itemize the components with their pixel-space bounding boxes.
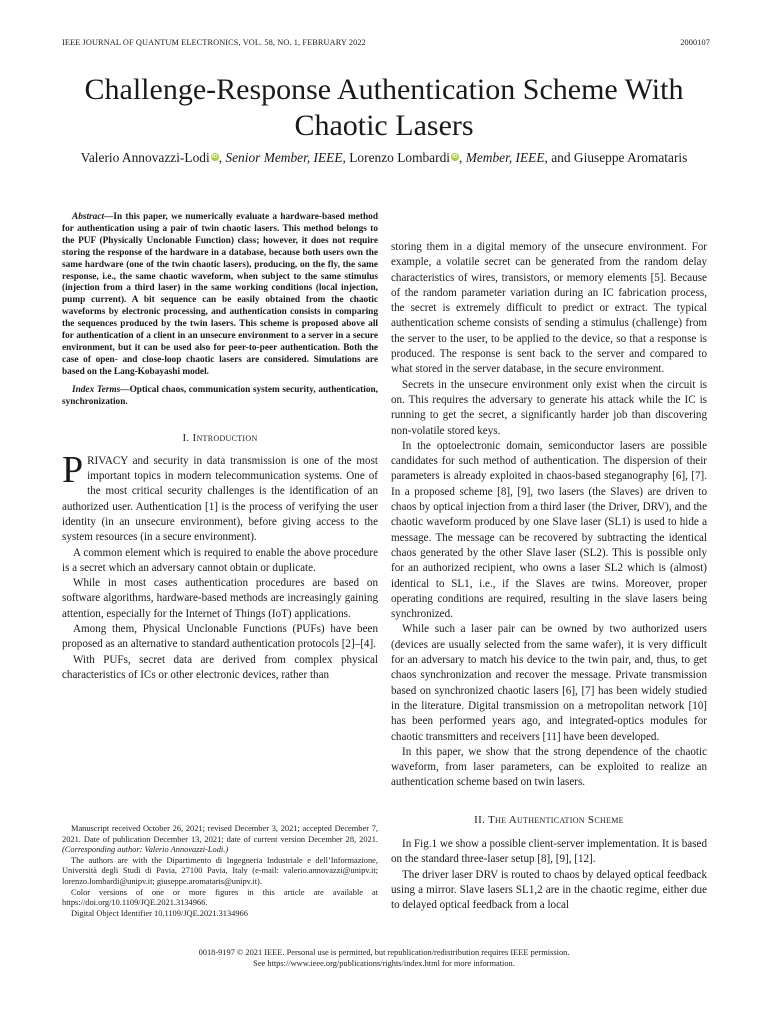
section-heading: I. Introduction bbox=[182, 431, 258, 444]
copyright-line: 0018-9197 © 2021 IEEE. Personal use is permitted, but republication/redistribution requires IEEE permission. bbox=[198, 948, 570, 957]
footnote-affiliation: The authors are with the Dipartimento di Ingegneria Industriale e dell’Informazione, Università degli Studi di Pavia, 27100 Pavia, Italy (e-mail: valerio.annovazzi@unipv.it; lorenzo.lombardi@unipv.it; giuseppe.aromataris@unipv.it). bbox=[62, 855, 378, 886]
body-paragraph: In this paper, we show that the strong dependence of the chaotic waveform, from laser parameters, can be exploited to realize an authentication scheme based on twin lasers. bbox=[391, 745, 707, 789]
index-terms bbox=[62, 385, 378, 409]
author-role: Member, IEEE bbox=[465, 150, 545, 165]
section-heading: II. The Authentication Scheme bbox=[474, 813, 624, 826]
abstract-text: In this paper, we numerically evaluate a hardware-based method for authentication using a pair of twin chaotic lasers. This method belongs to the PUF (Physically Unclonable Function) class; however, it does not require storing the response of the hardware in a database, because both users own the same hardware (one of the twin chaotic lasers), producing, on the fly, the same response, i.e., the same chaotic waveform, when subject to the same stimulus (injection from a third laser) in the same working conditions (local injection, pump current). A bit sequence can be easily obtained from the chaotic waveforms by electronic processing, and authentication consists in comparing the sequences produced by the twin lasers. This scheme is proposed above all for authentication of a client in an unsecure environment to a server in a secure environment, but it can be used also for peer-to-peer authentication. Both the case of open- and close-loop chaotic lasers are considered. Simulations are based on the Lang-Kobayashi model. bbox=[62, 212, 378, 377]
body-paragraph: In the optoelectronic domain, semiconductor lasers are possible candidates for such method of authentication. The dispersion of their parameters is already exploited in chaos-based steganography [6], [7]. In a proposed scheme [8], [9], two lasers (the Slaves) are driven to chaos by optical injection from a third laser (the Driver, DRV), and the chaotic waveform produced by one Slave laser (SL1) is used to hide a message. The message can be recovered by subtracting the identical chaos generated by the other Slave laser (SL2). This is possible only for an authorized recipient, who owns a laser SL2 which is (almost) identical to SL1, i.e., if the Slaves are twins. Moreover, proper operating conditions are required, resulting in the slave lasers being synchronized. bbox=[391, 439, 707, 621]
footnote-color: Color versions of one or more figures in this article are available at https://doi.org/10.1109/JQE.2021.3134966. bbox=[62, 887, 378, 908]
body-paragraph: While in most cases authentication procedures are based on software algorithms, hardware-based methods are increasingly gaining attention, especially for the Internet of Things (IoT) applications. bbox=[62, 577, 378, 620]
index-terms-label: Index Terms— bbox=[72, 384, 130, 395]
drop-cap: P bbox=[62, 448, 84, 491]
body-paragraph: Secrets in the unsecure environment only exist when the circuit is on. This requires the adversary to generate his attack while the IC is running to get the secret, a significantly harder job than discovering non-volatile stored keys. bbox=[391, 378, 707, 437]
author-name: Valerio Annovazzi-Lodi bbox=[80, 150, 210, 165]
article-number: 2000107 bbox=[680, 38, 710, 47]
author-role: Senior Member, IEEE bbox=[225, 150, 343, 165]
abstract bbox=[62, 212, 378, 379]
orcid-icon[interactable]: iD bbox=[452, 154, 458, 160]
journal-citation: IEEE JOURNAL OF QUANTUM ELECTRONICS, VOL. 58, NO. 1, FEBRUARY 2022 bbox=[62, 38, 366, 47]
copyright-line: See https://www.ieee.org/publications/rights/index.html for more information. bbox=[253, 958, 515, 968]
left-column bbox=[62, 212, 378, 683]
body-paragraph: Among them, Physical Unclonable Functions (PUFs) have been proposed as an alternative to standard authentication protocols [2]–[4]. bbox=[62, 623, 378, 651]
body-paragraph: In Fig.1 we show a possible client-server implementation. It is based on the standard three-laser setup [8], [9], [12]. bbox=[391, 837, 708, 866]
body-paragraph: With PUFs, secret data are derived from complex physical characteristics of ICs or other electronic devices, rather than bbox=[62, 653, 378, 681]
author-line: Valerio Annovazzi-Lodi iD, Senior Member, IEEE, Lorenzo Lombardi iD, Member, IEEE, and Giuseppe Aromataris bbox=[80, 150, 688, 165]
body-paragraph: While such a laser pair can be owned by two authorized users (devices are usually selected from the same wafer), it is very difficult for an adversary to match his device to the twin pair, and, thus, to get chaos synchronization and recover the message. Private transmission based on synchronized chaotic lasers [6], [7] has been widely studied in the literature. Digital transmission on a metropolitan network [10] has been performed years ago, and integrated-optics modules for chaotic transmitters and receivers [11] have been developed. bbox=[391, 623, 707, 743]
corresponding-author: (Corresponding author: Valerio Annovazzi-Lodi.) bbox=[62, 845, 229, 855]
author-name: Lorenzo Lombardi bbox=[349, 150, 450, 165]
index-terms-text: Optical chaos, communication system security, authentication, synchronization. bbox=[62, 384, 378, 407]
right-column bbox=[391, 240, 707, 913]
abstract-label: Abstract— bbox=[72, 212, 114, 222]
paragraph-text: RIVACY and security in data transmission is one of the most important topics in modern telecommunication systems. One of the most critical security challenges is the identification of an authorized user. Authentication [1] is the process of verifying the user identity (in an unsecure environment), before giving access to the system resources (in a secure environment). bbox=[62, 454, 378, 544]
footnote-doi: Digital Object Identifier 10.1109/JQE.2021.3134966 bbox=[71, 908, 248, 918]
footnote-text: Manuscript received October 26, 2021; revised December 3, 2021; accepted December 7, 2021. Date of publication December 13, 2021; date of current version December 28, 2021. bbox=[62, 824, 378, 844]
body-paragraph bbox=[62, 448, 378, 546]
paper-title: Challenge-Response Authentication Scheme With Chaotic Lasers bbox=[84, 73, 684, 142]
orcid-icon[interactable]: iD bbox=[211, 154, 218, 160]
body-paragraph: The driver laser DRV is routed to chaos by delayed optical feedback using a mirror. Slave lasers SL1,2 are in the chaotic regime, either due to delayed optical feedback from a local bbox=[391, 868, 707, 912]
footnote-received bbox=[62, 824, 378, 856]
footnotes bbox=[62, 824, 378, 919]
body-paragraph: A common element which is required to enable the above procedure is a secret which an adversary cannot obtain or duplicate. bbox=[62, 546, 378, 574]
body-paragraph: storing them in a digital memory of the unsecure environment. For example, a volatile secret can be generated from the random delay characteristics of wires, transistors, or memory elements [5]. Because of the random parameter variation during an IC fabrication process, the secret is extremely difficult to predict or extract. The typical authentication scheme consists of sending a stimulus (challenge) from the server to the user, to be applied to the device, so that a response is produced. The response is sent back to the server and compared to what stored in the server database, in the secure environment. bbox=[391, 241, 707, 376]
author-name: Giuseppe Aromataris bbox=[573, 150, 688, 165]
copyright-notice bbox=[40, 948, 728, 969]
running-head bbox=[62, 38, 710, 47]
